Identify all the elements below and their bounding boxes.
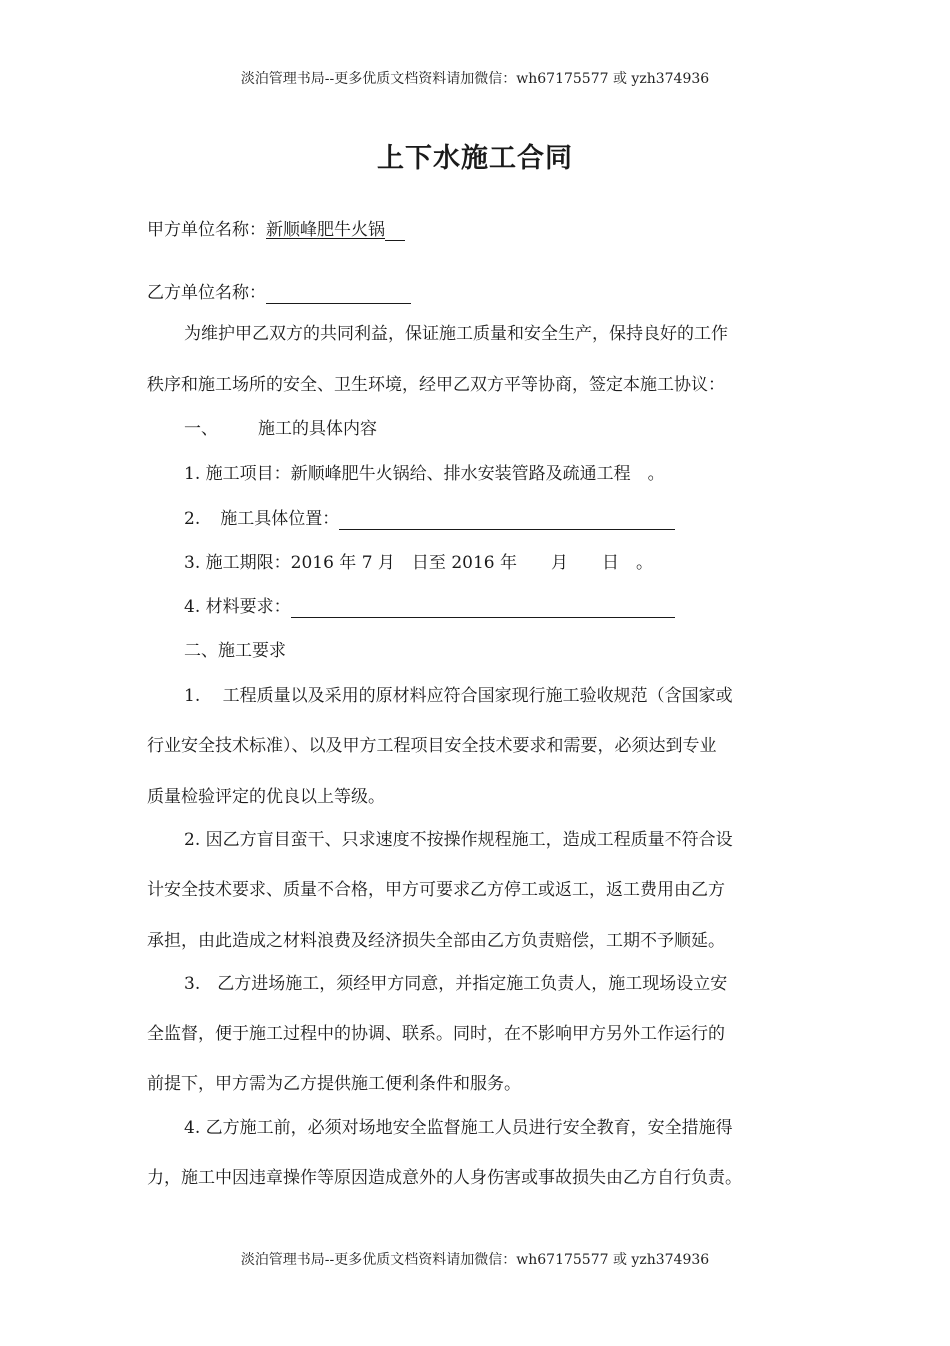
- page-footer: 淡泊管理书局--更多优质文档资料请加微信：wh67175577 或 yzh374936: [240, 1252, 710, 1268]
- req-2-line-2: 计安全技术要求、质量不合格，甲方可要求乙方停工或返工，返工费用由乙方: [147, 880, 725, 900]
- document-title: 上下水施工合同: [377, 143, 573, 174]
- item-2-blank: [339, 513, 675, 530]
- party-a-label: 甲方单位名称：: [147, 220, 266, 240]
- item-2-number: 2.: [184, 509, 201, 529]
- req-3-line-3: 前提下，甲方需为乙方提供施工便利条件和服务。: [147, 1074, 521, 1094]
- req-2-line-3: 承担，由此造成之材料浪费及经济损失全部由乙方负责赔偿，工期不予顺延。: [147, 931, 725, 951]
- req-1-line-1: 1. 工程质量以及采用的原材料应符合国家现行施工验收规范（含国家或: [184, 686, 733, 706]
- section-2-heading: 二、施工要求: [184, 641, 286, 661]
- intro-line-2: 秩序和施工场所的安全、卫生环境，经甲乙双方平等协商，签定本施工协议：: [147, 375, 725, 395]
- section-1-heading: [184, 418, 377, 440]
- req-1-line-3: 质量检验评定的优良以上等级。: [147, 787, 385, 807]
- item-4-label: 4. 材料要求：: [184, 597, 291, 617]
- req-4-line-2: 力，施工中因违章操作等原因造成意外的人身伤害或事故损失由乙方自行负责。: [147, 1168, 742, 1188]
- page-header: 淡泊管理书局--更多优质文档资料请加微信：wh67175577 或 yzh374936: [240, 71, 710, 87]
- party-b-line: [147, 282, 411, 304]
- section-1-item-2: [184, 508, 675, 530]
- party-a-line: [147, 219, 405, 241]
- section-1-item-3: 3. 施工期限：2016 年 7 月 日至 2016 年 月 日 。: [184, 553, 653, 573]
- item-4-blank: [291, 601, 675, 618]
- req-1-line-2: 行业安全技术标准）、以及甲方工程项目安全技术要求和需要，必须达到专业: [147, 736, 717, 756]
- req-3-line-1: 3. 乙方进场施工，须经甲方同意，并指定施工负责人，施工现场设立安: [184, 974, 728, 994]
- section-1-item-1: 1. 施工项目：新顺峰肥牛火锅给、排水安装管路及疏通工程 。: [184, 464, 665, 484]
- party-b-blank: [266, 287, 411, 304]
- party-b-label: 乙方单位名称：: [147, 283, 266, 303]
- item-2-label: 施工具体位置：: [220, 509, 340, 529]
- intro-line-1: 为维护甲乙双方的共同利益，保证施工质量和安全生产，保持良好的工作: [184, 324, 728, 344]
- req-2-line-1: 2. 因乙方盲目蛮干、只求速度不按操作规程施工，造成工程质量不符合设: [184, 830, 733, 850]
- party-a-underline: [385, 224, 405, 241]
- section-1-item-4: [184, 596, 675, 618]
- section-1-title: 施工的具体内容: [258, 419, 377, 439]
- party-a-value: 新顺峰肥牛火锅: [266, 220, 385, 240]
- req-4-line-1: 4. 乙方施工前，必须对场地安全监督施工人员进行安全教育，安全措施得: [184, 1118, 733, 1138]
- req-3-line-2: 全监督，便于施工过程中的协调、联系。同时，在不影响甲方另外工作运行的: [147, 1024, 725, 1044]
- section-1-number: 一、: [184, 419, 218, 439]
